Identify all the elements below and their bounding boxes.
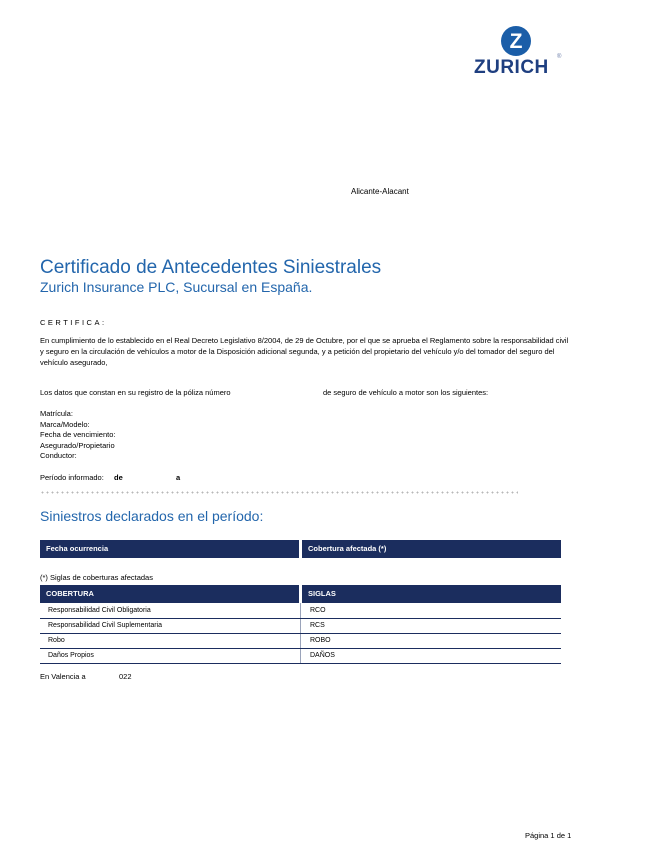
coverage-row-name: Daños Propios bbox=[48, 652, 94, 659]
policy-line-end: de seguro de vehículo a motor son los siguientes: bbox=[323, 388, 489, 397]
period-from: de bbox=[114, 473, 123, 482]
coverage-row-name: Responsabilidad Civil Suplementaria bbox=[48, 622, 163, 629]
claims-header-date: Fecha ocurrencia bbox=[40, 540, 299, 558]
field-asegurado: Asegurado/Propietario bbox=[40, 441, 115, 450]
year-fragment: 022 bbox=[119, 672, 132, 681]
coverage-row-code: DAÑOS bbox=[310, 652, 335, 659]
coverage-row-code: RCS bbox=[310, 622, 325, 629]
coverage-row-name: Responsabilidad Civil Obligatoria bbox=[48, 607, 151, 614]
registered-mark: ® bbox=[557, 54, 562, 60]
coverage-header-code: SIGLAS bbox=[302, 585, 561, 603]
coverage-row-divider bbox=[40, 633, 561, 634]
claims-header-coverage: Cobertura afectada (*) bbox=[302, 540, 561, 558]
coverage-row-divider bbox=[40, 648, 561, 649]
page-number: Página 1 de 1 bbox=[525, 831, 572, 840]
dotted-divider bbox=[40, 491, 518, 494]
coverage-row-name: Robo bbox=[48, 637, 65, 644]
coverage-note: (*) Siglas de coberturas afectadas bbox=[40, 573, 153, 582]
period-label: Período informado: bbox=[40, 473, 104, 482]
coverage-row-divider bbox=[40, 663, 561, 664]
field-conductor: Conductor: bbox=[40, 451, 77, 460]
coverage-row-code: ROBO bbox=[310, 637, 331, 644]
coverage-header-name: COBERTURA bbox=[40, 585, 299, 603]
zurich-logo-text: ZURICH bbox=[474, 57, 549, 78]
document-subtitle: Zurich Insurance PLC, Sucursal en España. bbox=[40, 279, 313, 295]
document-title: Certificado de Antecedentes Siniestrales bbox=[40, 257, 382, 278]
zurich-logo-mark bbox=[501, 26, 531, 56]
zurich-logo-letter: Z bbox=[509, 29, 523, 53]
field-marca-modelo: Marca/Modelo: bbox=[40, 420, 90, 429]
policy-line-start: Los datos que constan en su registro de la póliza número bbox=[40, 388, 231, 397]
field-fecha-vencimiento: Fecha de vencimiento: bbox=[40, 430, 116, 439]
certifica-label: CERTIFICA: bbox=[40, 318, 107, 327]
intro-paragraph: En cumplimiento de lo establecido en el Real Decreto Legislativo 8/2004, de 29 de Octubre, por el que se aprueba el Reglamento sobre la responsabilidad civil y seguro en la circulación de vehículos a motor de la Disposición adicional segunda, y a petición del propietario del vehículo y/o del tomador del seguro del vehículo asegurado, bbox=[40, 336, 569, 367]
period-to: a bbox=[176, 473, 181, 482]
place-date-prefix: En Valencia a bbox=[40, 672, 86, 681]
field-matricula: Matrícula: bbox=[40, 409, 73, 418]
coverage-row-code: RCO bbox=[310, 607, 326, 614]
claims-section-title: Siniestros declarados en el período: bbox=[40, 508, 264, 524]
location-text: Alicante-Alacant bbox=[351, 187, 409, 196]
